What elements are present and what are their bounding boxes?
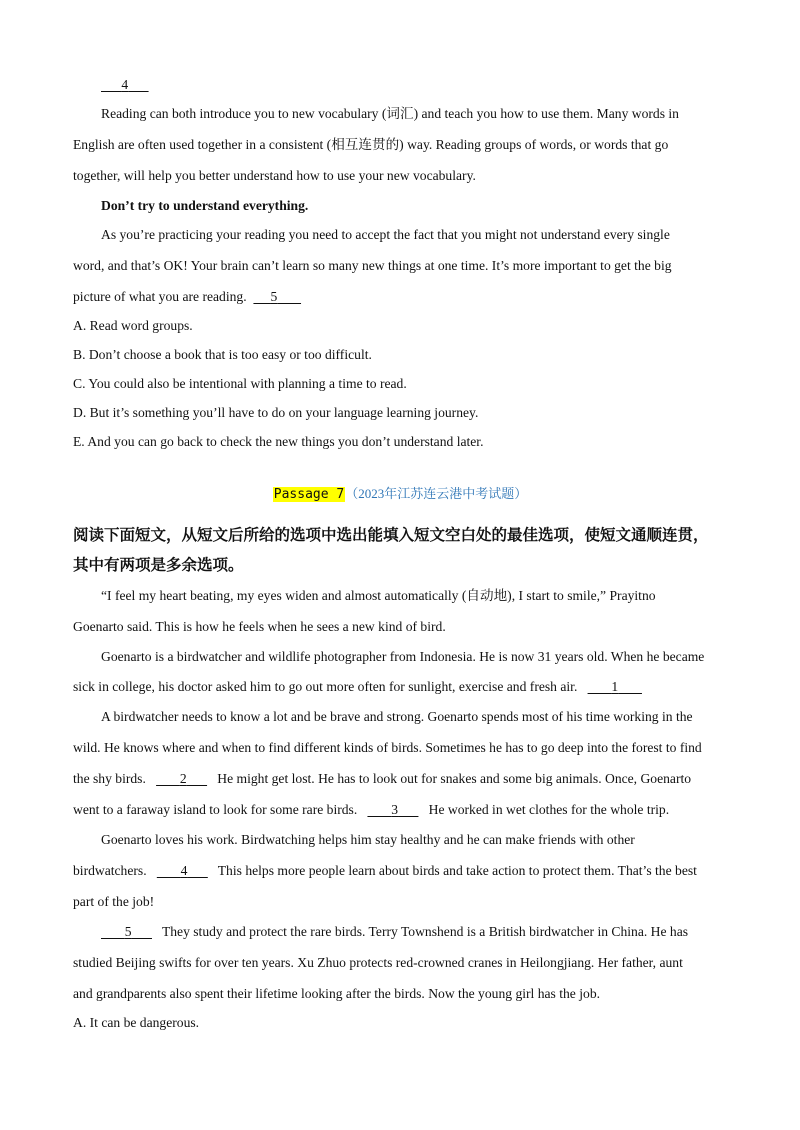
blank-3 <box>367 801 418 819</box>
blank-2-number: 2 <box>179 771 187 786</box>
paragraph-line: wild. He knows where and when to find different kinds of birds. Sometimes he has to go deep into the forest to find <box>73 740 702 755</box>
option-e: E. And you can go back to check the new things you don’t understand later. <box>73 434 484 449</box>
paragraph-line: together, will help you better understand how to use your new vocabulary. <box>73 168 476 183</box>
paragraph-line: and grandparents also spent their lifetime looking after the birds. Now the young girl has the job. <box>73 986 601 1001</box>
paragraph-line <box>73 770 691 788</box>
paragraph-text: sick in college, his doctor asked him to go out more often for sunlight, exercise and fresh air. <box>73 679 578 694</box>
option-a-passage7: A. It can be dangerous. <box>73 1015 200 1030</box>
paragraph-text: This helps more people learn about birds and take action to protect them. That’s the best <box>217 863 697 878</box>
blank-5-number: 5 <box>124 924 132 939</box>
paragraph-line: English are often used together in a consistent (相互连贯的) way. Reading groups of words, or words that go <box>73 137 669 152</box>
paragraph-line <box>73 678 642 696</box>
paragraph-text: birdwatchers. <box>73 863 147 878</box>
paragraph-line: As you’re practicing your reading you need to accept the fact that you might not understand every single <box>101 227 670 242</box>
option-c: C. You could also be intentional with planning a time to read. <box>73 376 407 391</box>
paragraph-line <box>101 923 688 941</box>
paragraph-line <box>73 862 697 880</box>
option-b: B. Don’t choose a book that is too easy or too difficult. <box>73 347 372 362</box>
blank-5 <box>253 288 301 306</box>
blank-1-number: 1 <box>611 679 619 694</box>
paragraph-text: He might get lost. He has to look out for snakes and some big animals. Once, Goenarto <box>217 771 692 786</box>
paragraph-line <box>73 288 301 306</box>
blank-1 <box>588 678 642 696</box>
blank-3-number: 3 <box>391 802 399 817</box>
blank-4-number: 4 <box>180 863 188 878</box>
paragraph-text: picture of what you are reading. <box>73 289 247 304</box>
paragraph-line: Goenarto loves his work. Birdwatching helps him stay healthy and he can make friends with other <box>101 832 635 847</box>
paragraph-line: Reading can both introduce you to new vocabulary (词汇) and teach you how to use them. Many words in <box>101 106 679 121</box>
paragraph-text: They study and protect the rare birds. Terry Townshend is a British birdwatcher in China. He has <box>161 924 689 939</box>
subheading: Don’t try to understand everything. <box>101 198 309 213</box>
passage-title: Passage 7 <box>273 487 345 502</box>
paragraph-text: the shy birds. <box>73 771 146 786</box>
paragraph-line: part of the job! <box>73 894 155 909</box>
blank-5-number: 5 <box>270 289 278 304</box>
option-a: A. Read word groups. <box>73 318 193 333</box>
blank-4-line <box>101 76 149 94</box>
option-d: D. But it’s something you’ll have to do on your language learning journey. <box>73 405 479 420</box>
paragraph-line: Goenarto is a birdwatcher and wildlife photographer from Indonesia. He is now 31 years old. When he became <box>101 649 705 664</box>
blank-5-passage7 <box>101 923 152 941</box>
paragraph-text: He worked in wet clothes for the whole trip. <box>428 802 670 817</box>
paragraph-line: studied Beijing swifts for over ten years. Xu Zhuo protects red-crowned cranes in Heilongjiang. Her father, aunt <box>73 955 683 970</box>
blank-4-number: 4 <box>121 77 129 92</box>
paragraph-line: Goenarto said. This is how he feels when he sees a new kind of bird. <box>73 619 446 634</box>
instruction-line: 阅读下面短文，从短文后所给的选项中选出能填入短文空白处的最佳选项，使短文通顺连贯， <box>73 526 709 544</box>
passage-heading <box>0 484 800 505</box>
instruction-line: 其中有两项是多余选项。 <box>73 556 244 574</box>
blank-4-passage7 <box>157 862 208 880</box>
passage-source: （2023年江苏连云港中考试题） <box>345 486 528 501</box>
paragraph-text: went to a faraway island to look for some rare birds. <box>73 802 358 817</box>
paragraph-line: A birdwatcher needs to know a lot and be brave and strong. Goenarto spends most of his time working in the <box>101 709 693 724</box>
paragraph-line: word, and that’s OK! Your brain can’t learn so many new things at one time. It’s more important to get the big <box>73 258 672 273</box>
blank-2 <box>156 770 207 788</box>
blank-4 <box>101 76 149 94</box>
paragraph-line <box>73 801 669 819</box>
paragraph-line: “I feel my heart beating, my eyes widen and almost automatically (自动地), I start to smile,” Prayitno <box>101 588 656 603</box>
